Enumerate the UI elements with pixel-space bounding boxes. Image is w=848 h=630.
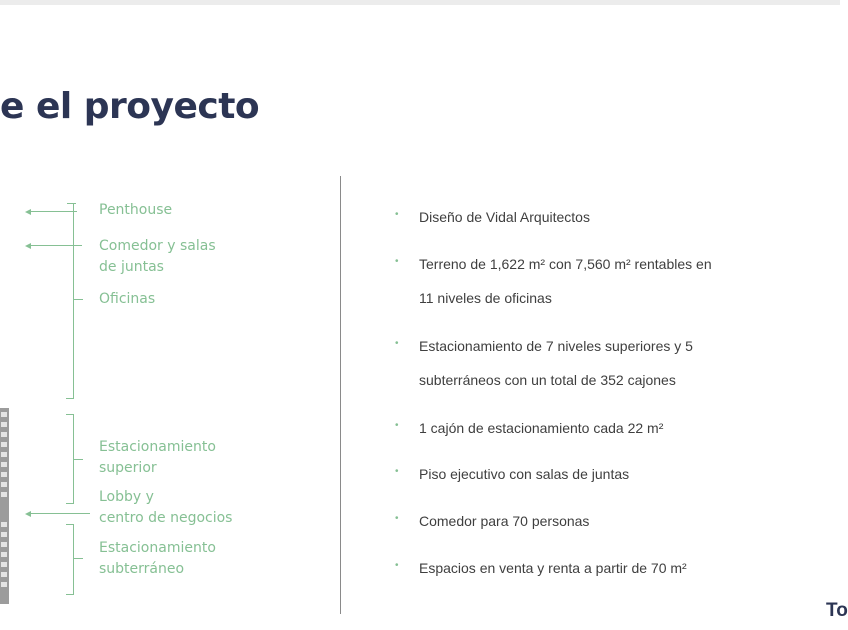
penthouse-pointer-line (30, 211, 77, 212)
building-window (1, 422, 7, 427)
label-lobby-line1: Lobby y (99, 489, 154, 505)
building-window (1, 472, 7, 477)
building-window (1, 562, 7, 567)
label-est-sub-line1: Estacionamiento (99, 540, 216, 556)
brand-logo-partial: To (826, 600, 848, 621)
building-window (1, 522, 7, 527)
arrow-left-icon (25, 243, 31, 249)
feature-text: 1 cajón de estacionamiento cada 22 m² (419, 420, 664, 436)
label-comedor-line2: de juntas (99, 259, 164, 275)
label-lobby-line2: centro de negocios (99, 510, 233, 526)
feature-text: Terreno de 1,622 m² con 7,560 m² rentables en (419, 256, 712, 272)
vertical-divider (340, 176, 341, 614)
est-sub-bracket-bottom (66, 594, 74, 595)
building-window (1, 452, 7, 457)
top-bar (0, 0, 840, 5)
comedor-pointer-line (30, 245, 82, 246)
building-window (1, 412, 7, 417)
bullet-dot-icon: • (395, 338, 399, 349)
label-comedor-line1: Comedor y salas (99, 238, 216, 254)
bullet-dot-icon: • (395, 513, 399, 524)
bracket-top (67, 203, 76, 204)
feature-text: subterráneos con un total de 352 cajones (419, 372, 676, 388)
oficinas-bracket (73, 219, 74, 399)
feature-text: Diseño de Vidal Arquitectos (419, 209, 590, 225)
building-window (1, 532, 7, 537)
bullet-dot-icon: • (395, 560, 399, 571)
bracket-stem (73, 203, 74, 219)
building-window (1, 572, 7, 577)
arrow-left-icon (25, 511, 31, 517)
est-sub-tick (73, 558, 83, 559)
building-window (1, 582, 7, 587)
building-illustration (0, 408, 9, 604)
est-sup-bracket-bottom (66, 503, 74, 504)
est-sup-tick (73, 459, 83, 460)
bullet-dot-icon: • (395, 256, 399, 267)
lobby-pointer-line (30, 513, 90, 514)
feature-text: Piso ejecutivo con salas de juntas (419, 466, 630, 482)
building-window (1, 442, 7, 447)
building-window (1, 432, 7, 437)
label-oficinas: Oficinas (99, 291, 156, 307)
label-penthouse: Penthouse (99, 202, 173, 218)
bullet-dot-icon: • (395, 209, 399, 220)
building-window (1, 542, 7, 547)
label-est-sup-line1: Estacionamiento (99, 439, 216, 455)
feature-text: Espacios en venta y renta a partir de 70 m² (419, 560, 687, 576)
feature-text: 11 niveles de oficinas (419, 290, 552, 306)
building-window (1, 552, 7, 557)
bullet-dot-icon: • (395, 420, 399, 431)
est-sub-bracket (73, 524, 74, 594)
building-window (1, 482, 7, 487)
building-window (1, 462, 7, 467)
page-title: e el proyecto (0, 86, 260, 127)
arrow-left-icon (25, 209, 31, 215)
building-window (1, 492, 7, 497)
feature-text: Estacionamiento de 7 niveles superiores y 5 (419, 338, 693, 354)
oficinas-tick (73, 299, 83, 300)
feature-text: Comedor para 70 personas (419, 513, 590, 529)
label-est-sup-line2: superior (99, 460, 157, 476)
bullet-dot-icon: • (395, 466, 399, 477)
oficinas-bracket-end (66, 398, 74, 399)
label-est-sub-line2: subterráneo (99, 561, 185, 577)
